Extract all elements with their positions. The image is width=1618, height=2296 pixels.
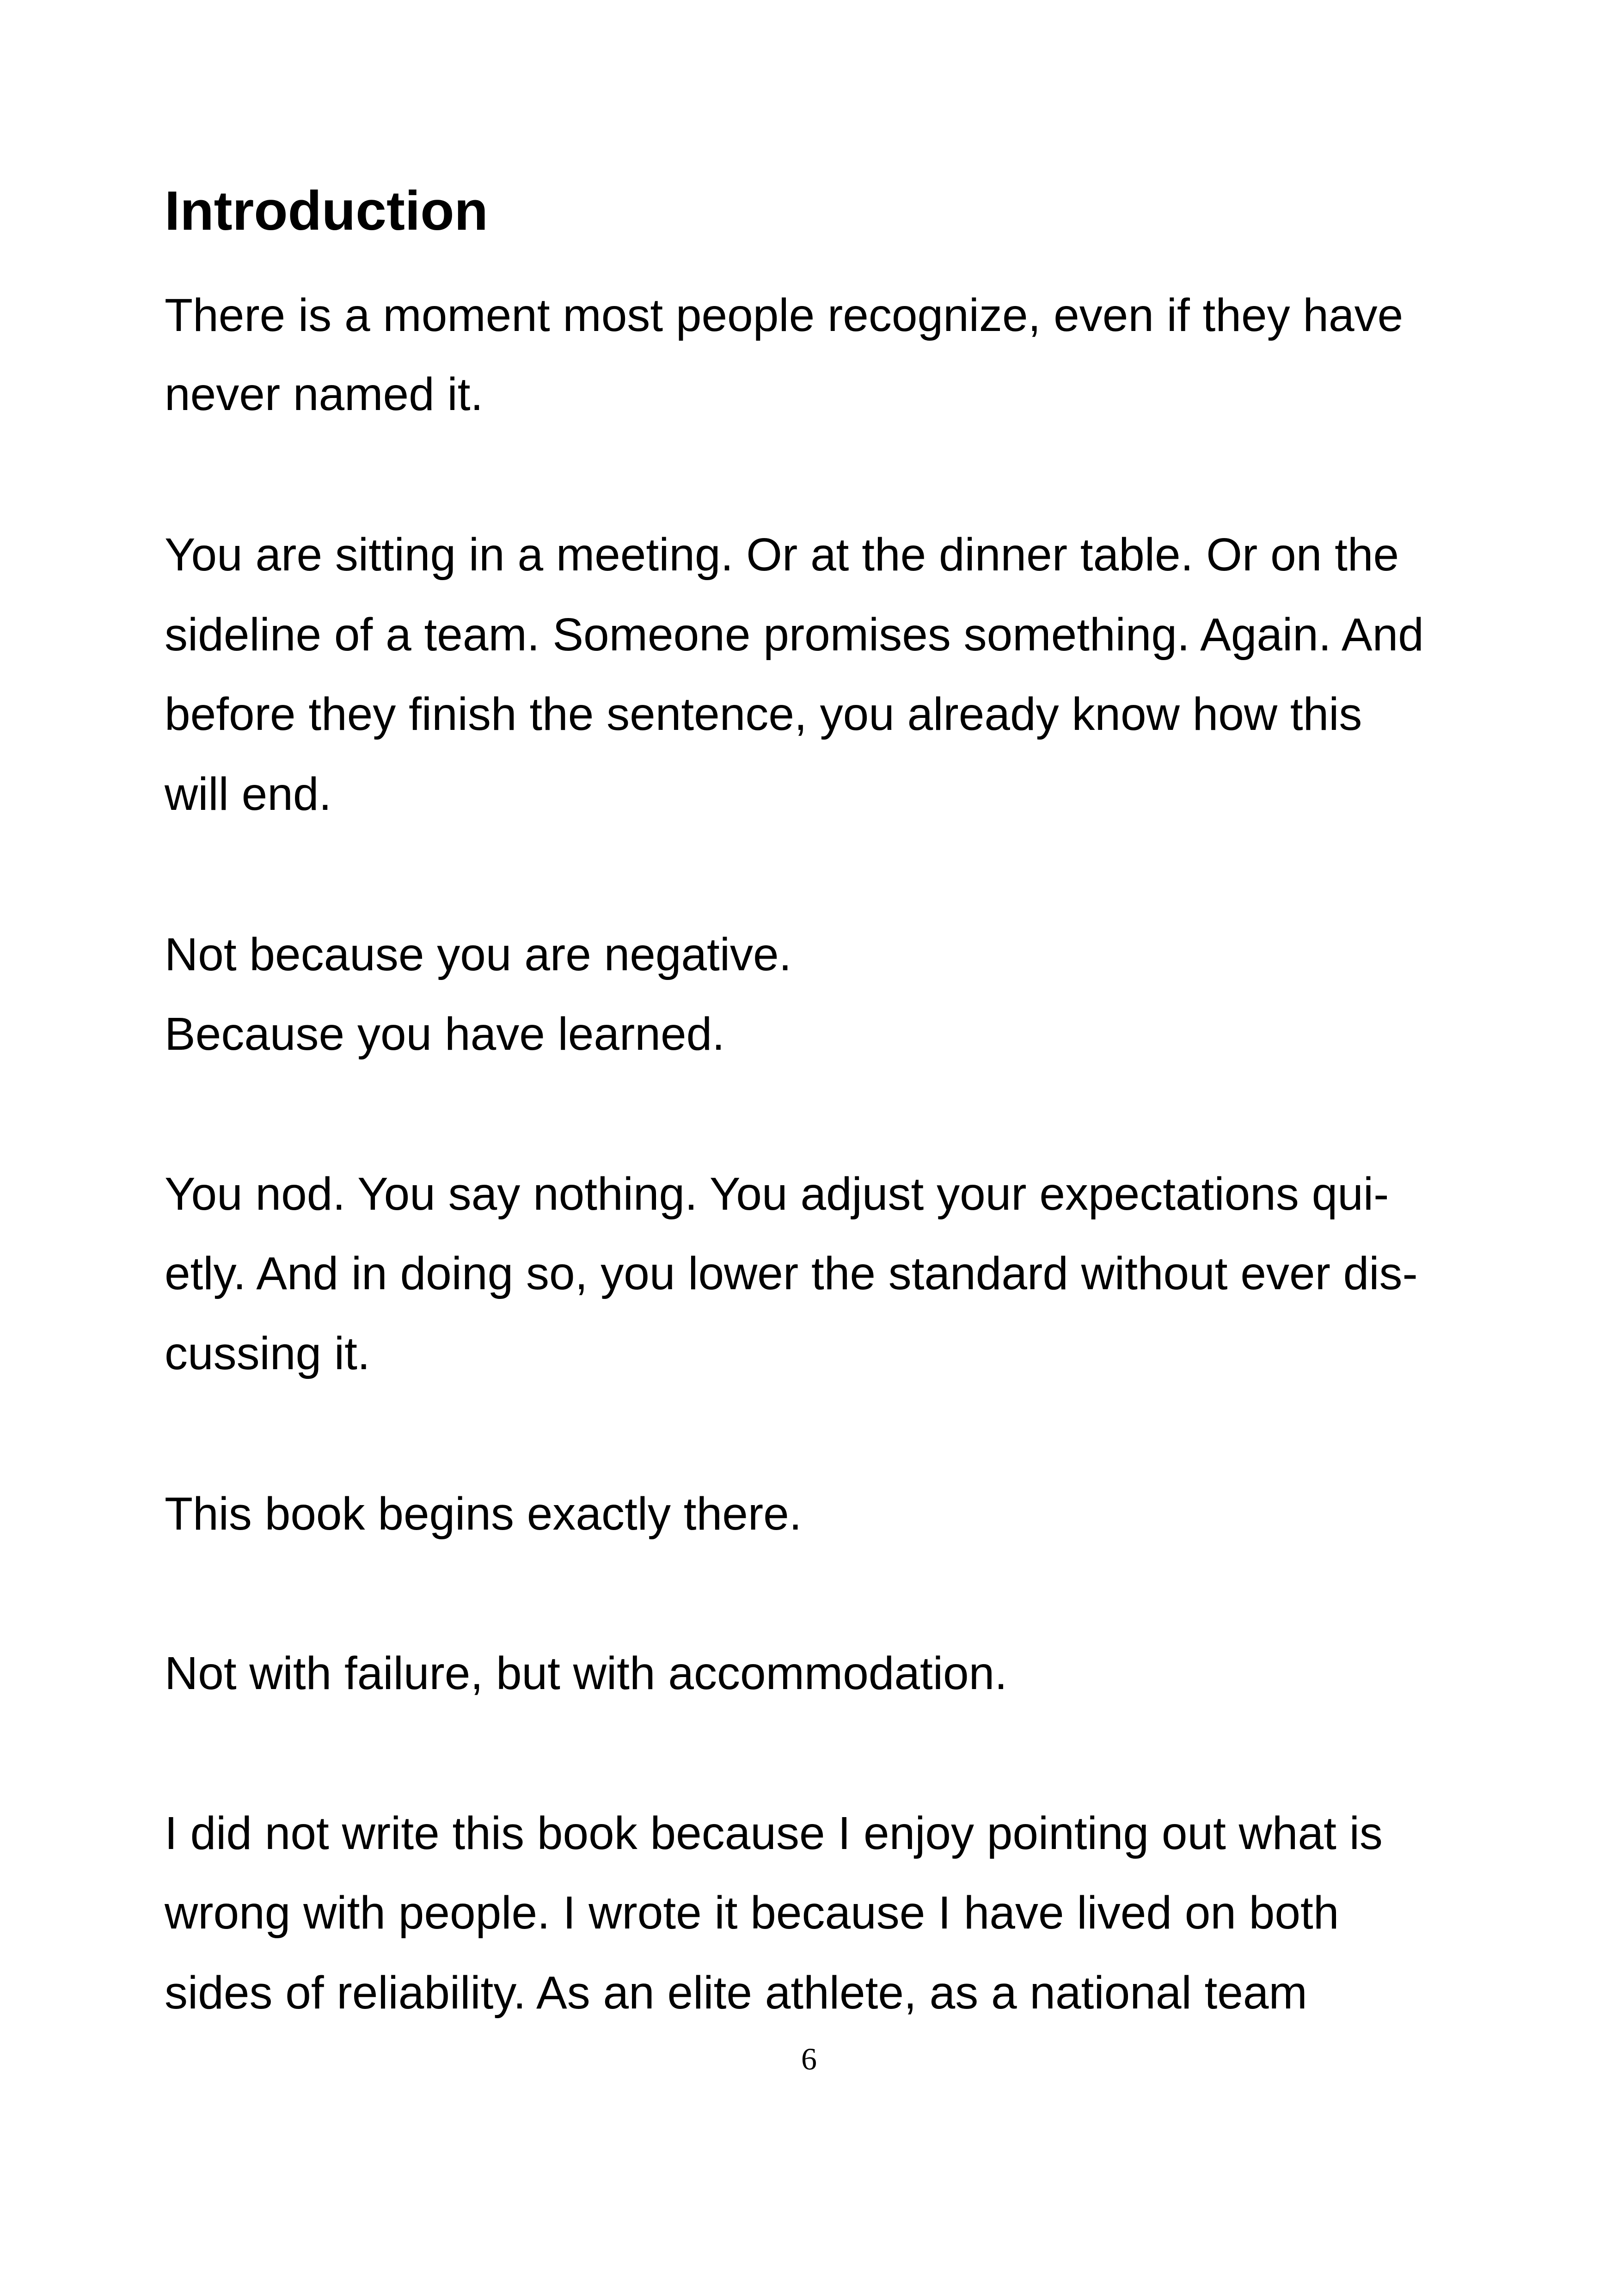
chapter-heading: Introduction [165, 180, 488, 242]
body-line: This book begins exactly there. [165, 1488, 802, 1540]
body-line: Because you have learned. [165, 1008, 725, 1060]
body-line: sides of reliability. As an elite athlete, as a national team [165, 1967, 1307, 2019]
body-line: I did not write this book because I enjoy pointing out what is [165, 1807, 1383, 1859]
body-line: cussing it. [165, 1328, 370, 1379]
body-line: sideline of a team. Someone promises something. Again. And [165, 609, 1424, 661]
body-line: wrong with people. I wrote it because I have lived on both [165, 1887, 1339, 1939]
page-number: 6 [801, 2041, 817, 2076]
body-line: There is a moment most people recognize, even if they have [165, 289, 1403, 341]
body-line: You nod. You say nothing. You adjust your expectations qui- [165, 1168, 1389, 1220]
body-line: never named it. [165, 368, 484, 420]
body-line: before they finish the sentence, you already know how this [165, 688, 1362, 740]
body-line: will end. [165, 768, 332, 820]
body-line: You are sitting in a meeting. Or at the dinner table. Or on the [165, 529, 1399, 581]
body-line: etly. And in doing so, you lower the standard without ever dis- [165, 1248, 1418, 1299]
body-line: Not because you are negative. [165, 929, 792, 980]
body-line: Not with failure, but with accommodation. [165, 1647, 1008, 1699]
